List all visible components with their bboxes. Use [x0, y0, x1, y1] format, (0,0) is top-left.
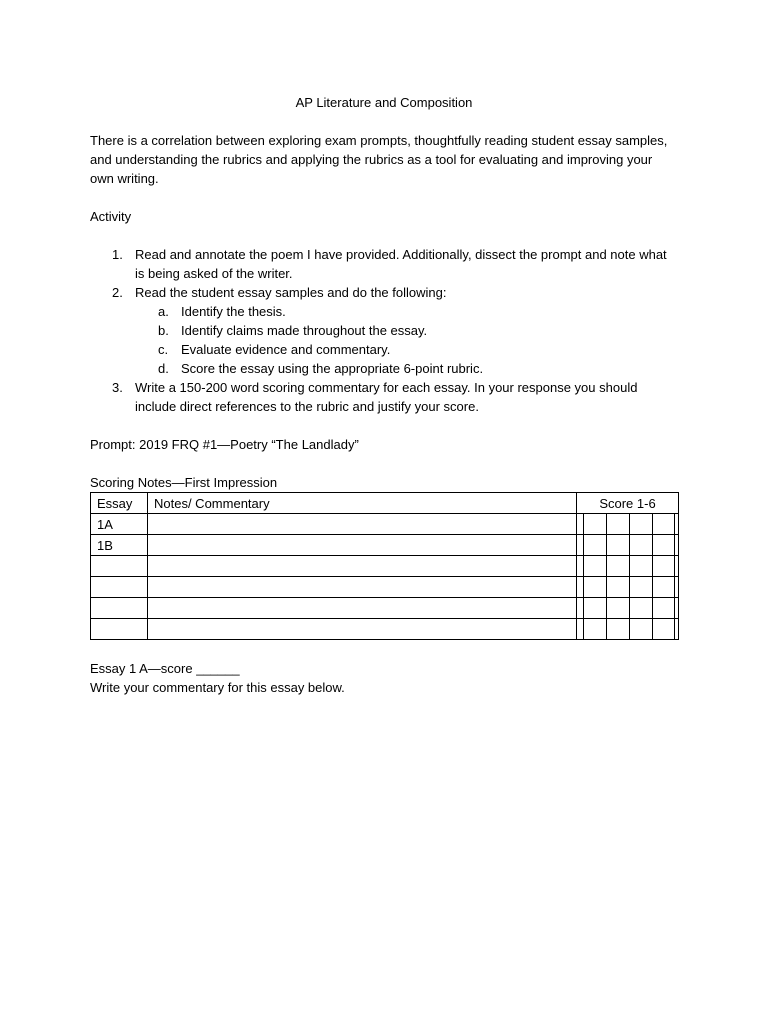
activity-heading: Activity — [90, 209, 132, 224]
activity-steps — [90, 245, 678, 416]
table-row — [91, 556, 679, 577]
essay-cell[interactable] — [91, 577, 148, 598]
sub-step-letter: d. — [158, 361, 169, 376]
prompt-line: Prompt: 2019 FRQ #1—Poetry “The Landlady” — [90, 437, 359, 452]
notes-cell[interactable] — [148, 535, 577, 556]
essay-column-header: Essay — [91, 493, 148, 514]
step-item — [90, 283, 678, 378]
scoring-notes-table — [90, 492, 679, 640]
step-item — [90, 378, 678, 416]
score-cell[interactable] — [577, 535, 679, 556]
table-row — [91, 598, 679, 619]
intro-paragraph: There is a correlation between exploring exam prompts, thoughtfully reading student essay samples, and understanding the rubrics and applying the rubrics as a tool for evaluating and improving your own writing. — [90, 133, 668, 186]
sub-step-text: Identify claims made throughout the essay. — [181, 323, 428, 338]
score-cell[interactable] — [577, 619, 679, 640]
sub-step-item — [90, 302, 678, 321]
sub-step-text: Evaluate evidence and commentary. — [181, 342, 391, 357]
essay-cell[interactable] — [91, 619, 148, 640]
table-header-row — [91, 493, 679, 514]
notes-cell[interactable] — [148, 556, 577, 577]
sub-step-text: Identify the thesis. — [181, 304, 286, 319]
essay-cell[interactable]: 1B — [91, 535, 148, 556]
notes-column-header: Notes/ Commentary — [148, 493, 577, 514]
essay-cell[interactable]: 1A — [91, 514, 148, 535]
notes-cell[interactable] — [148, 619, 577, 640]
table-row — [91, 514, 679, 535]
sub-step-letter: b. — [158, 323, 169, 338]
essay-score-line: Essay 1 A—score ______ — [90, 661, 240, 676]
score-cell[interactable] — [577, 556, 679, 577]
table-caption: Scoring Notes—First Impression — [90, 475, 278, 490]
step-text: Read the student essay samples and do the following: — [135, 285, 447, 300]
sub-step-letter: c. — [158, 342, 169, 357]
step-number: 1. — [112, 247, 123, 262]
step-number: 2. — [112, 285, 123, 300]
notes-cell[interactable] — [148, 577, 577, 598]
sub-step-text: Score the essay using the appropriate 6-point rubric. — [181, 361, 484, 376]
sub-step-letter: a. — [158, 304, 169, 319]
sub-step-item — [90, 321, 678, 340]
step-number: 3. — [112, 380, 123, 395]
sub-steps — [135, 302, 678, 378]
step-text: Read and annotate the poem I have provided. Additionally, dissect the prompt and note what is being asked of the writer. — [135, 247, 667, 281]
table-row — [91, 619, 679, 640]
document-title: AP Literature and Composition — [295, 95, 473, 110]
sub-step-item — [90, 359, 678, 378]
step-item — [90, 245, 678, 283]
score-cell[interactable] — [577, 577, 679, 598]
score-cell[interactable] — [577, 514, 679, 535]
score-cell[interactable] — [577, 598, 679, 619]
sub-step-item — [90, 340, 678, 359]
notes-cell[interactable] — [148, 598, 577, 619]
notes-cell[interactable] — [148, 514, 577, 535]
table-row — [91, 535, 679, 556]
table-row — [91, 577, 679, 598]
essay-cell[interactable] — [91, 556, 148, 577]
step-text: Write a 150-200 word scoring commentary for each essay. In your response you should include direct references to the rubric and justify your score. — [135, 380, 638, 414]
essay-cell[interactable] — [91, 598, 148, 619]
score-column-header: Score 1-6 — [577, 493, 679, 514]
document-page — [90, 93, 678, 697]
essay-instruction: Write your commentary for this essay below. — [90, 680, 345, 695]
